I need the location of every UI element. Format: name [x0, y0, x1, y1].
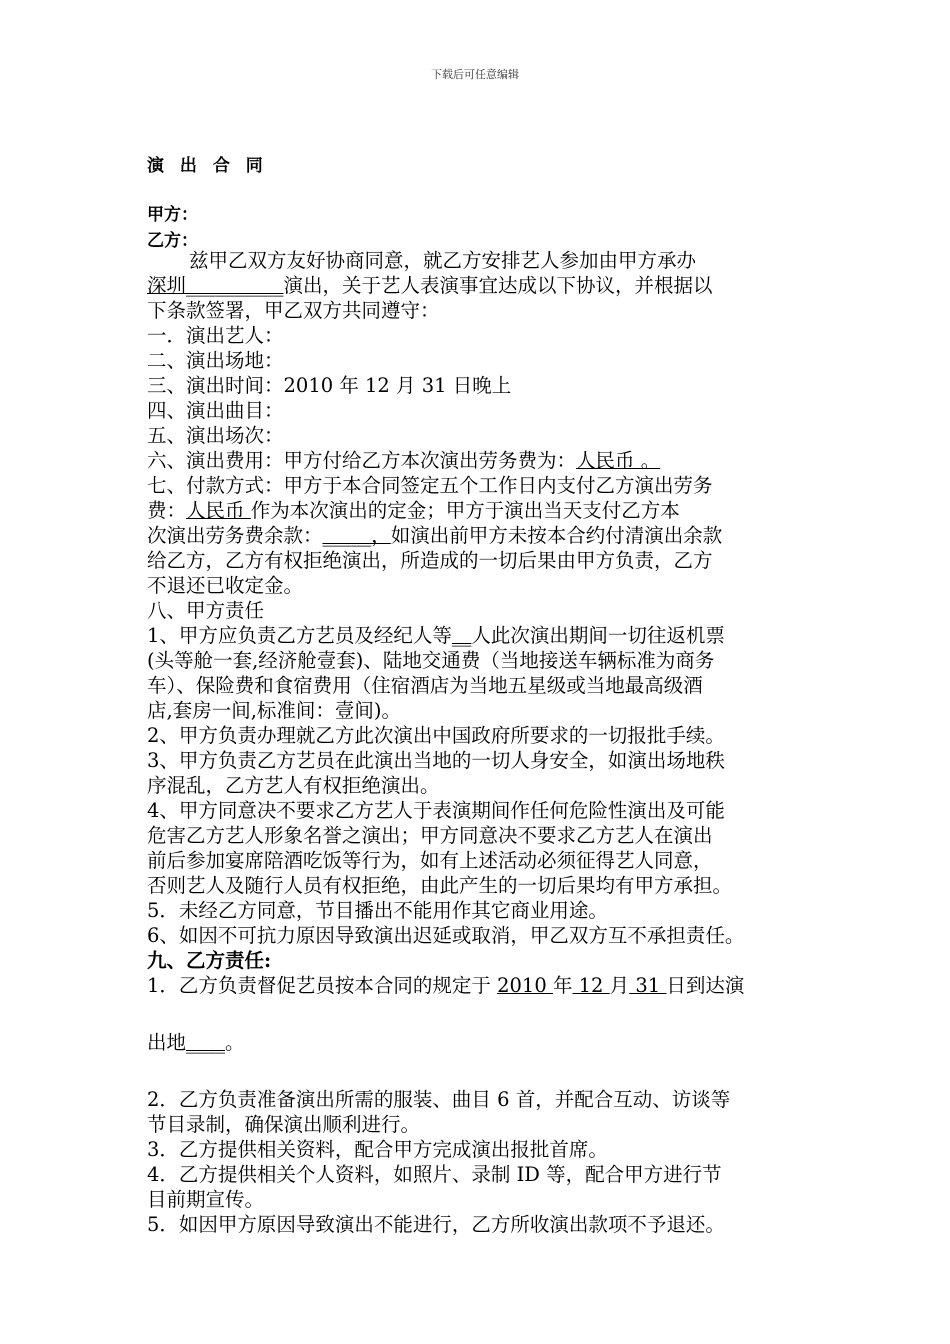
intro-line-2	[147, 273, 817, 298]
s8-clause-4-line-4: 否则艺人及随行人员有权拒绝，由此产生的一切后果均有甲方承担。	[147, 874, 733, 897]
s9-clause-4-line-1: 4．乙方提供相关个人资料，如照片、录制 ID 等，配合甲方进行节	[147, 1163, 722, 1186]
item-songs: 四、演出曲目：	[147, 399, 284, 422]
intro-line-1: 兹甲乙双方友好协商同意，就乙方安排艺人参加由甲方承办	[189, 249, 697, 272]
s8-clause-1-line-2: (头等舱一套,经济舱壹套)、陆地交通费（当地接送车辆标准为商务	[147, 649, 715, 672]
s8-clause-2: 2、甲方负责办理就乙方此次演出中国政府所要求的一切报批手续。	[147, 724, 725, 747]
s9-day: 31	[629, 974, 667, 997]
item-venue: 二、演出场地：	[147, 349, 284, 372]
party-b-label: 乙方：	[147, 231, 198, 251]
section-9-heading: 九、乙方责任:	[147, 949, 272, 972]
item-payment-line-4: 给乙方，乙方有权拒绝演出，所造成的一切后果由甲方负责，乙方	[147, 549, 713, 572]
item-sessions: 五、演出场次：	[147, 424, 284, 447]
section-8-heading: 八、甲方责任	[147, 599, 265, 622]
s8-clause-1-rest: 人此次演出期间一切往返机票	[471, 624, 725, 647]
item-payment-line-1: 七、付款方式：甲方于本合同签定五个工作日内支付乙方演出劳务	[147, 474, 713, 497]
s8-clause-1-line-3: 车）、保险费和食宿费用（住宿酒店为当地五星级或当地最高级酒	[147, 674, 703, 697]
page-header: 下载后可任意编辑	[431, 68, 519, 81]
payment-line-3-text: 如演出前甲方未按本合约付清演出余款	[390, 524, 723, 547]
s9-month: 12	[572, 974, 610, 997]
s9-month-unit: 月	[609, 974, 630, 997]
s9-clause-4-line-2: 目前期宣传。	[147, 1188, 265, 1211]
payment-balance-label: 次演出劳务费余款：	[147, 524, 323, 547]
s8-clause-5: 5．未经乙方同意，节目播出不能用作其它商业用途。	[147, 899, 608, 922]
item-fee	[147, 448, 817, 473]
item-payment-line-2	[147, 498, 817, 523]
s9-place-label: 出地	[147, 1031, 187, 1054]
s8-clause-6: 6、如因不可抗力原因导致演出迟延或取消，甲乙双方互不承担责任。	[147, 924, 745, 947]
s9-clause-3: 3．乙方提供相关资料，配合甲方完成演出报批首席。	[147, 1138, 608, 1161]
s9-clause-5: 5．如因甲方原因导致演出不能进行，乙方所收演出款项不予退还。	[147, 1213, 725, 1236]
s9-clause-1-text: 1．乙方负责督促艺员按本合同的规定于	[147, 974, 498, 997]
s8-clause-3-line-1: 3、甲方负责乙方艺员在此演出当地的一切人身安全，如演出场地秩	[147, 749, 725, 772]
item-payment-line-5: 不退还已收定金。	[147, 574, 304, 597]
payment-fee-label: 费：	[147, 499, 187, 522]
s8-clause-1-line-4: 店,套房一间,标准间：壹间)。	[147, 699, 402, 722]
document-title: 演 出 合 同	[147, 156, 268, 176]
s9-clause-1-line-1	[147, 973, 817, 998]
s9-place-blank: ____	[186, 1031, 226, 1054]
intro-line-2-text: 演出，关于艺人表演事宜达成以下协议，并根据以	[283, 274, 713, 297]
intro-line-3: 下条款签署，甲乙双方共同遵守：	[147, 299, 440, 322]
s9-clause-2-line-2: 节目录制，确保演出顺利进行。	[147, 1113, 421, 1136]
item-artist: 一．演出艺人：	[147, 324, 284, 347]
s9-clause-1-line-2	[147, 1030, 817, 1055]
payment-deposit-amount: 人民币	[186, 499, 251, 522]
intro-city-blank: __________	[186, 274, 284, 297]
s9-year: 2010	[497, 974, 553, 997]
item-payment-line-3	[147, 523, 817, 548]
item-time: 三、演出时间：2010 年 12 月 31 日晚上	[147, 374, 512, 397]
s9-year-unit: 年	[552, 974, 573, 997]
s9-clause-2-line-1: 2．乙方负责准备演出所需的服装、曲目 6 首，并配合互动、访谈等	[147, 1088, 731, 1111]
s8-clause-3-line-2: 序混乱，乙方艺人有权拒绝演出。	[147, 774, 440, 797]
s8-clause-4-line-3: 前后参加宴席陪酒吃饭等行为，如有上述活动必须征得艺人同意，	[147, 849, 713, 872]
item-fee-label: 六、演出费用：甲方付给乙方本次演出劳务费为：	[147, 449, 577, 472]
payment-line-2-text: 作为本次演出的定金；甲方于演出当天支付乙方本	[250, 499, 680, 522]
s8-clause-1-text: 1、甲方应负责乙方艺员及经纪人等	[147, 624, 452, 647]
s9-place-end: 。	[225, 1031, 245, 1054]
s9-clause-1-rest: 日到达演	[666, 974, 745, 997]
s8-clause-4-line-1: 4、甲方同意决不要求乙方艺人于表演期间作任何危险性演出及可能	[147, 799, 725, 822]
intro-city: 深圳	[147, 274, 187, 297]
payment-balance-blank: _____，	[322, 524, 391, 547]
item-fee-amount: 人民币 。	[576, 449, 661, 472]
s8-clause-1-line-1	[147, 623, 817, 648]
s8-clause-4-line-2: 危害乙方艺人形象名誉之演出；甲方同意决不要求乙方艺人在演出	[147, 824, 713, 847]
s8-people-blank: __	[451, 624, 472, 647]
party-a-label: 甲方：	[147, 205, 198, 225]
contract-body	[147, 248, 817, 1237]
